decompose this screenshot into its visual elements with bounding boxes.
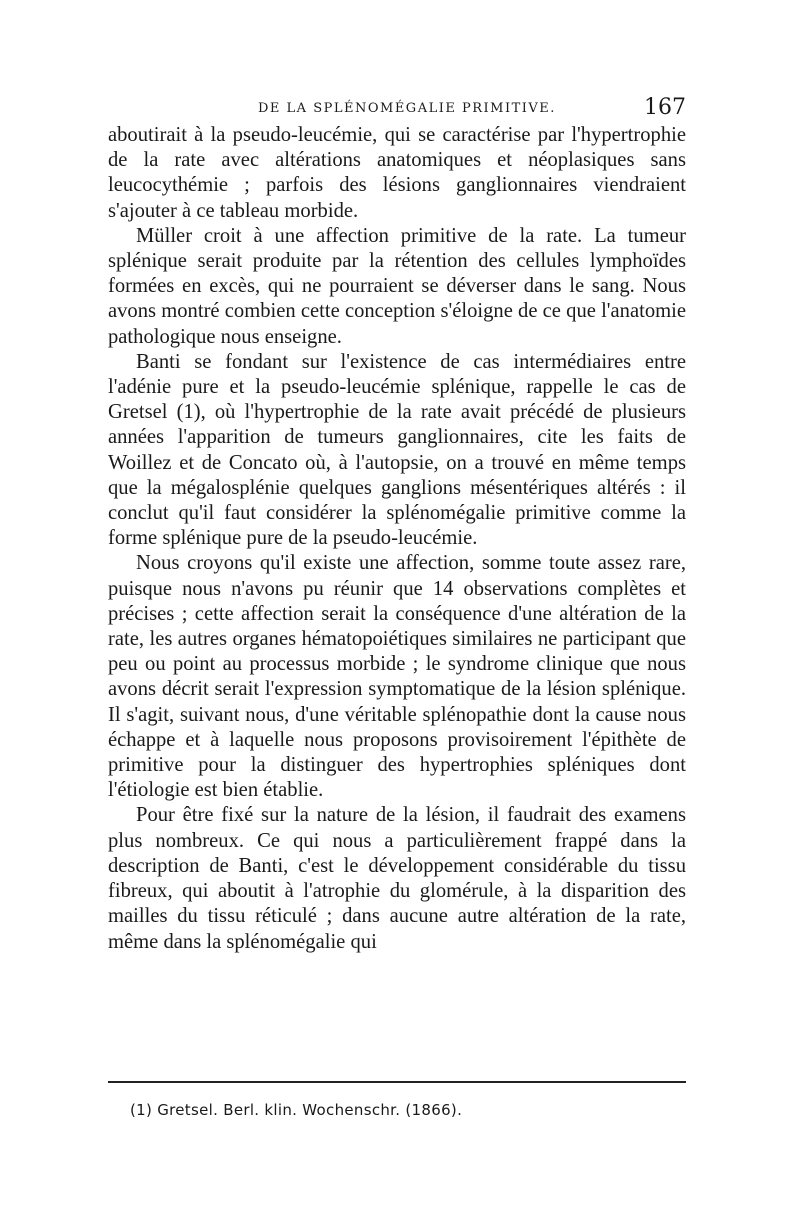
running-title: DE LA SPLÉNOMÉGALIE PRIMITIVE. xyxy=(258,101,556,116)
body-text xyxy=(108,123,686,955)
footnote: (1) Gretsel. Berl. klin. Wochenschr. (1866). xyxy=(130,1101,463,1119)
paragraph-3: Banti se fondant sur l'existence de cas intermédiaires entre l'adénie pure et la pseudo-leucémie splénique, rappelle le cas de Gretsel (1), où l'hypertrophie de la rate avait précédé de plusieurs années l'apparition de tumeurs ganglionnaires, cite les faits de Woillez et de Concato où, à l'autopsie, on a trouvé en même temps que la mégalosplénie quelques ganglions mésentériques altérés : il conclut qu'il faut considérer la splénomégalie primitive comme la forme splénique pure de la pseudo-leucémie. xyxy=(108,350,686,550)
paragraph-4: Nous croyons qu'il existe une affection, somme toute assez rare, puisque nous n'avons pu réunir que 14 observations complètes et précises ; cette affection serait la conséquence d'une altération de la rate, les autres organes hématopoiétiques similaires ne participant que peu ou point au processus morbide ; le syndrome clinique que nous avons décrit serait l'expression symptomatique de la lésion splénique. Il s'agit, suivant nous, d'une véritable splénopathie dont la cause nous échappe et à laquelle nous proposons provisoirement l'épithète de primitive pour la distinguer des hypertrophies spléniques dont l'étiologie est bien établie. xyxy=(108,552,686,802)
footnote-divider xyxy=(108,1081,686,1083)
running-head xyxy=(108,95,686,125)
paragraph-5: Pour être fixé sur la nature de la lésion, il faudrait des examens plus nombreux. Ce qui nous a particulièrement frappé dans la description de Banti, c'est le développement considérable du tissu fibreux, qui aboutit à l'atrophie du glomérule, à la disparition des mailles du tissu réticulé ; dans aucune autre altération de la rate, même dans la splénomégalie qui xyxy=(108,804,686,953)
paragraph-2: Müller croit à une affection primitive de la rate. La tumeur splénique serait produite par la rétention des cellules lymphoïdes formées en excès, qui ne pourraient se déverser dans le sang. Nous avons montré combien cette conception s'éloigne de ce que l'anatomie pathologique nous enseigne. xyxy=(108,224,686,348)
page-number: 167 xyxy=(644,95,686,120)
paragraph-1: aboutirait à la pseudo-leucémie, qui se caractérise par l'hypertrophie de la rate avec altérations anatomiques et néoplasiques sans leucocythémie ; parfois des lésions ganglionnaires viendraient s'ajouter à ce tableau morbide. xyxy=(108,124,686,222)
